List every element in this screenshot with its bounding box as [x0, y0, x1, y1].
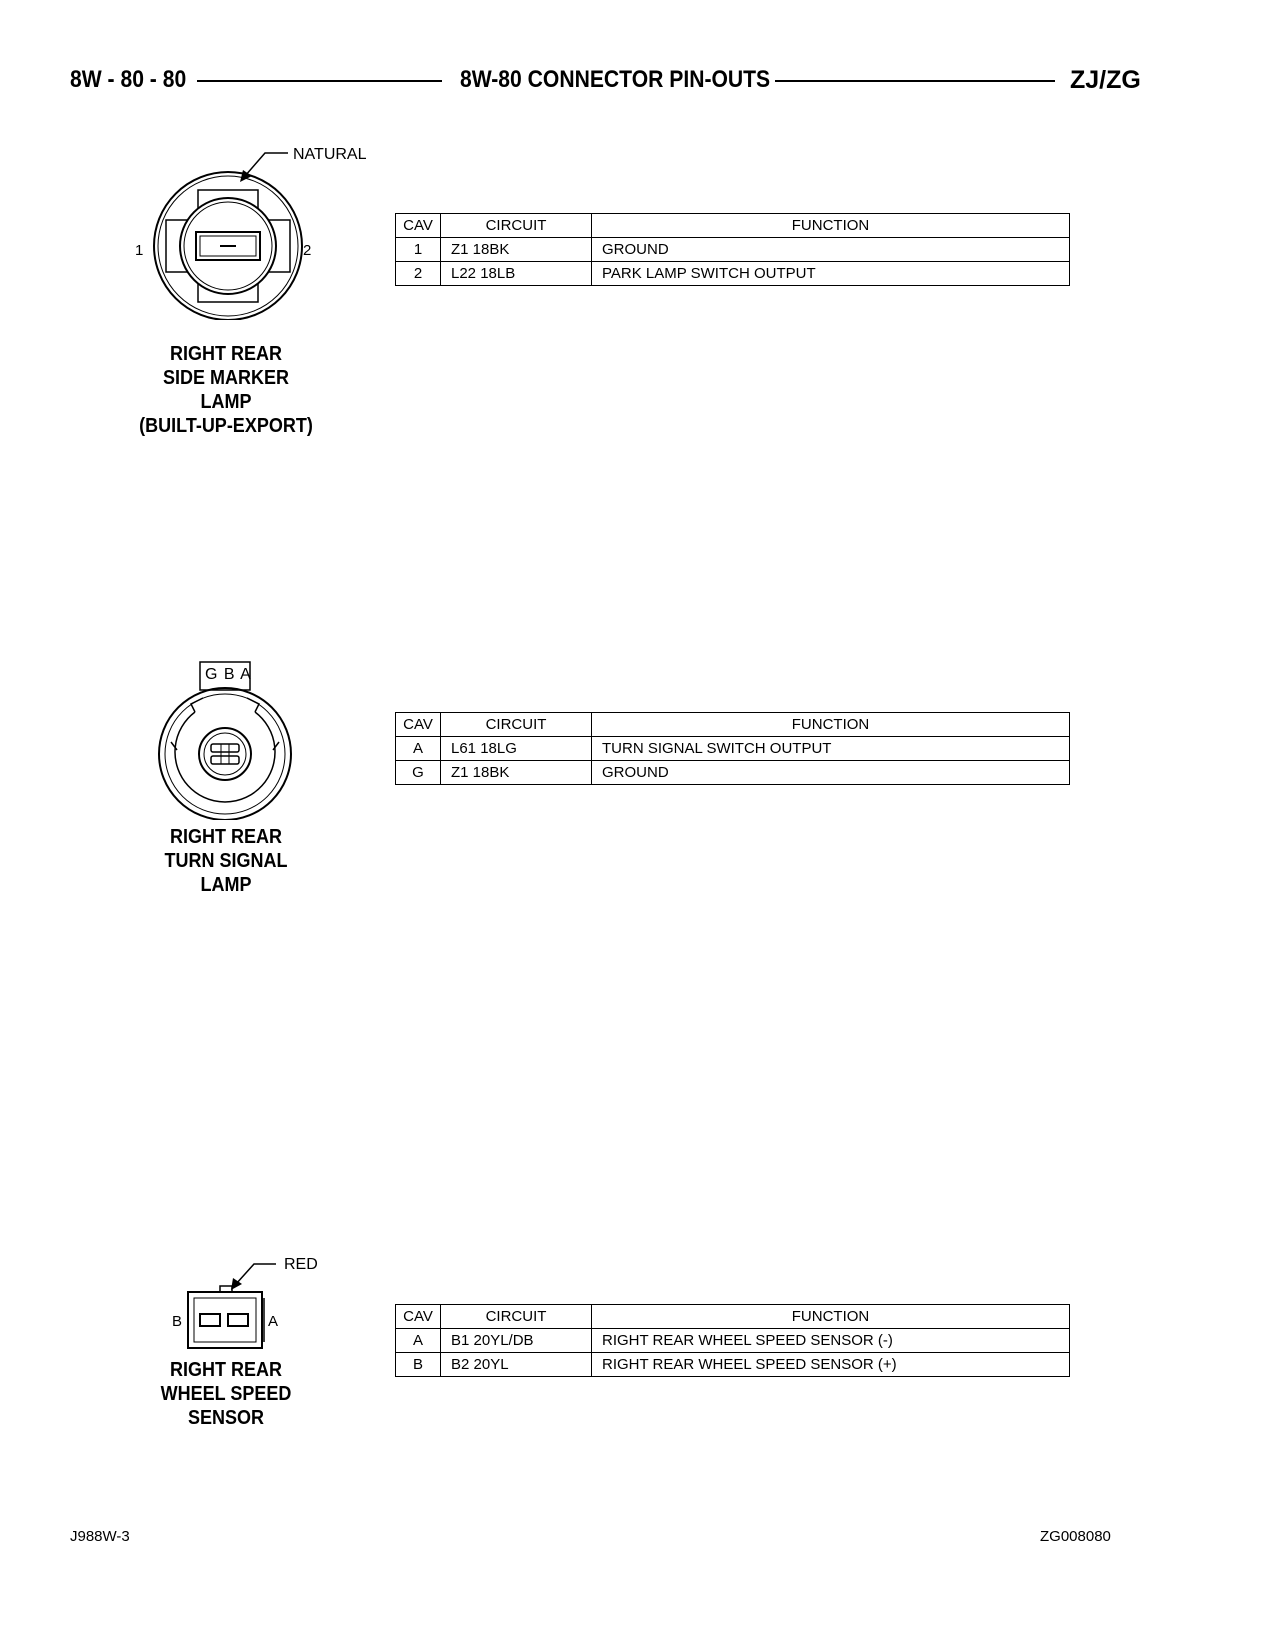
turn-signal-connector-label: RIGHT REAR TURN SIGNAL LAMP [164, 826, 288, 896]
column-cav: CAV [396, 713, 441, 737]
pin-label-2: 2 [303, 242, 312, 259]
pin-label-1: 1 [135, 242, 144, 259]
table-row: A B1 20YL/DB RIGHT REAR WHEEL SPEED SENSOR (-) [396, 1329, 1070, 1353]
column-circuit: CIRCUIT [441, 713, 592, 737]
table-row: B B2 20YL RIGHT REAR WHEEL SPEED SENSOR (+) [396, 1353, 1070, 1377]
wheel-speed-connector-drawing [180, 1256, 290, 1356]
model-code: ZJ/ZG [1070, 66, 1141, 94]
footer-right-code: ZG008080 [1040, 1528, 1111, 1545]
connector-color-natural: NATURAL [293, 146, 367, 163]
table-row: 1 Z1 18BK GROUND [396, 238, 1070, 262]
table-row: A L61 18LG TURN SIGNAL SWITCH OUTPUT [396, 737, 1070, 761]
table-header-row [396, 713, 1070, 737]
header-rule-left [197, 80, 442, 82]
column-cav: CAV [396, 214, 441, 238]
table-header-row [396, 1305, 1070, 1329]
table-row: 2 L22 18LB PARK LAMP SWITCH OUTPUT [396, 262, 1070, 286]
pin-labels-gba: G B A [205, 666, 252, 683]
column-function: FUNCTION [592, 214, 1070, 238]
pin-label-b: B [172, 1313, 183, 1330]
side-marker-pinout-table [395, 213, 1070, 286]
table-header-row [396, 214, 1070, 238]
wheel-speed-pinout-table [395, 1304, 1070, 1377]
pin-label-a: A [268, 1313, 279, 1330]
side-marker-connector-label: RIGHT REAR SIDE MARKER LAMP (BUILT-UP-EXPORT) [139, 343, 313, 437]
page-number: 8W - 80 - 80 [70, 66, 187, 93]
side-marker-connector-drawing [140, 150, 370, 320]
footer-left-code: J988W-3 [70, 1528, 130, 1545]
table-row: G Z1 18BK GROUND [396, 761, 1070, 785]
column-circuit: CIRCUIT [441, 1305, 592, 1329]
column-function: FUNCTION [592, 713, 1070, 737]
column-circuit: CIRCUIT [441, 214, 592, 238]
header-rule-right [775, 80, 1055, 82]
turn-signal-pinout-table [395, 712, 1070, 785]
wheel-speed-connector-label: RIGHT REAR WHEEL SPEED SENSOR [160, 1359, 292, 1429]
connector-color-red: RED [284, 1256, 318, 1273]
column-function: FUNCTION [592, 1305, 1070, 1329]
turn-signal-connector-drawing [155, 660, 305, 820]
column-cav: CAV [396, 1305, 441, 1329]
section-title: 8W-80 CONNECTOR PIN-OUTS [460, 66, 771, 93]
